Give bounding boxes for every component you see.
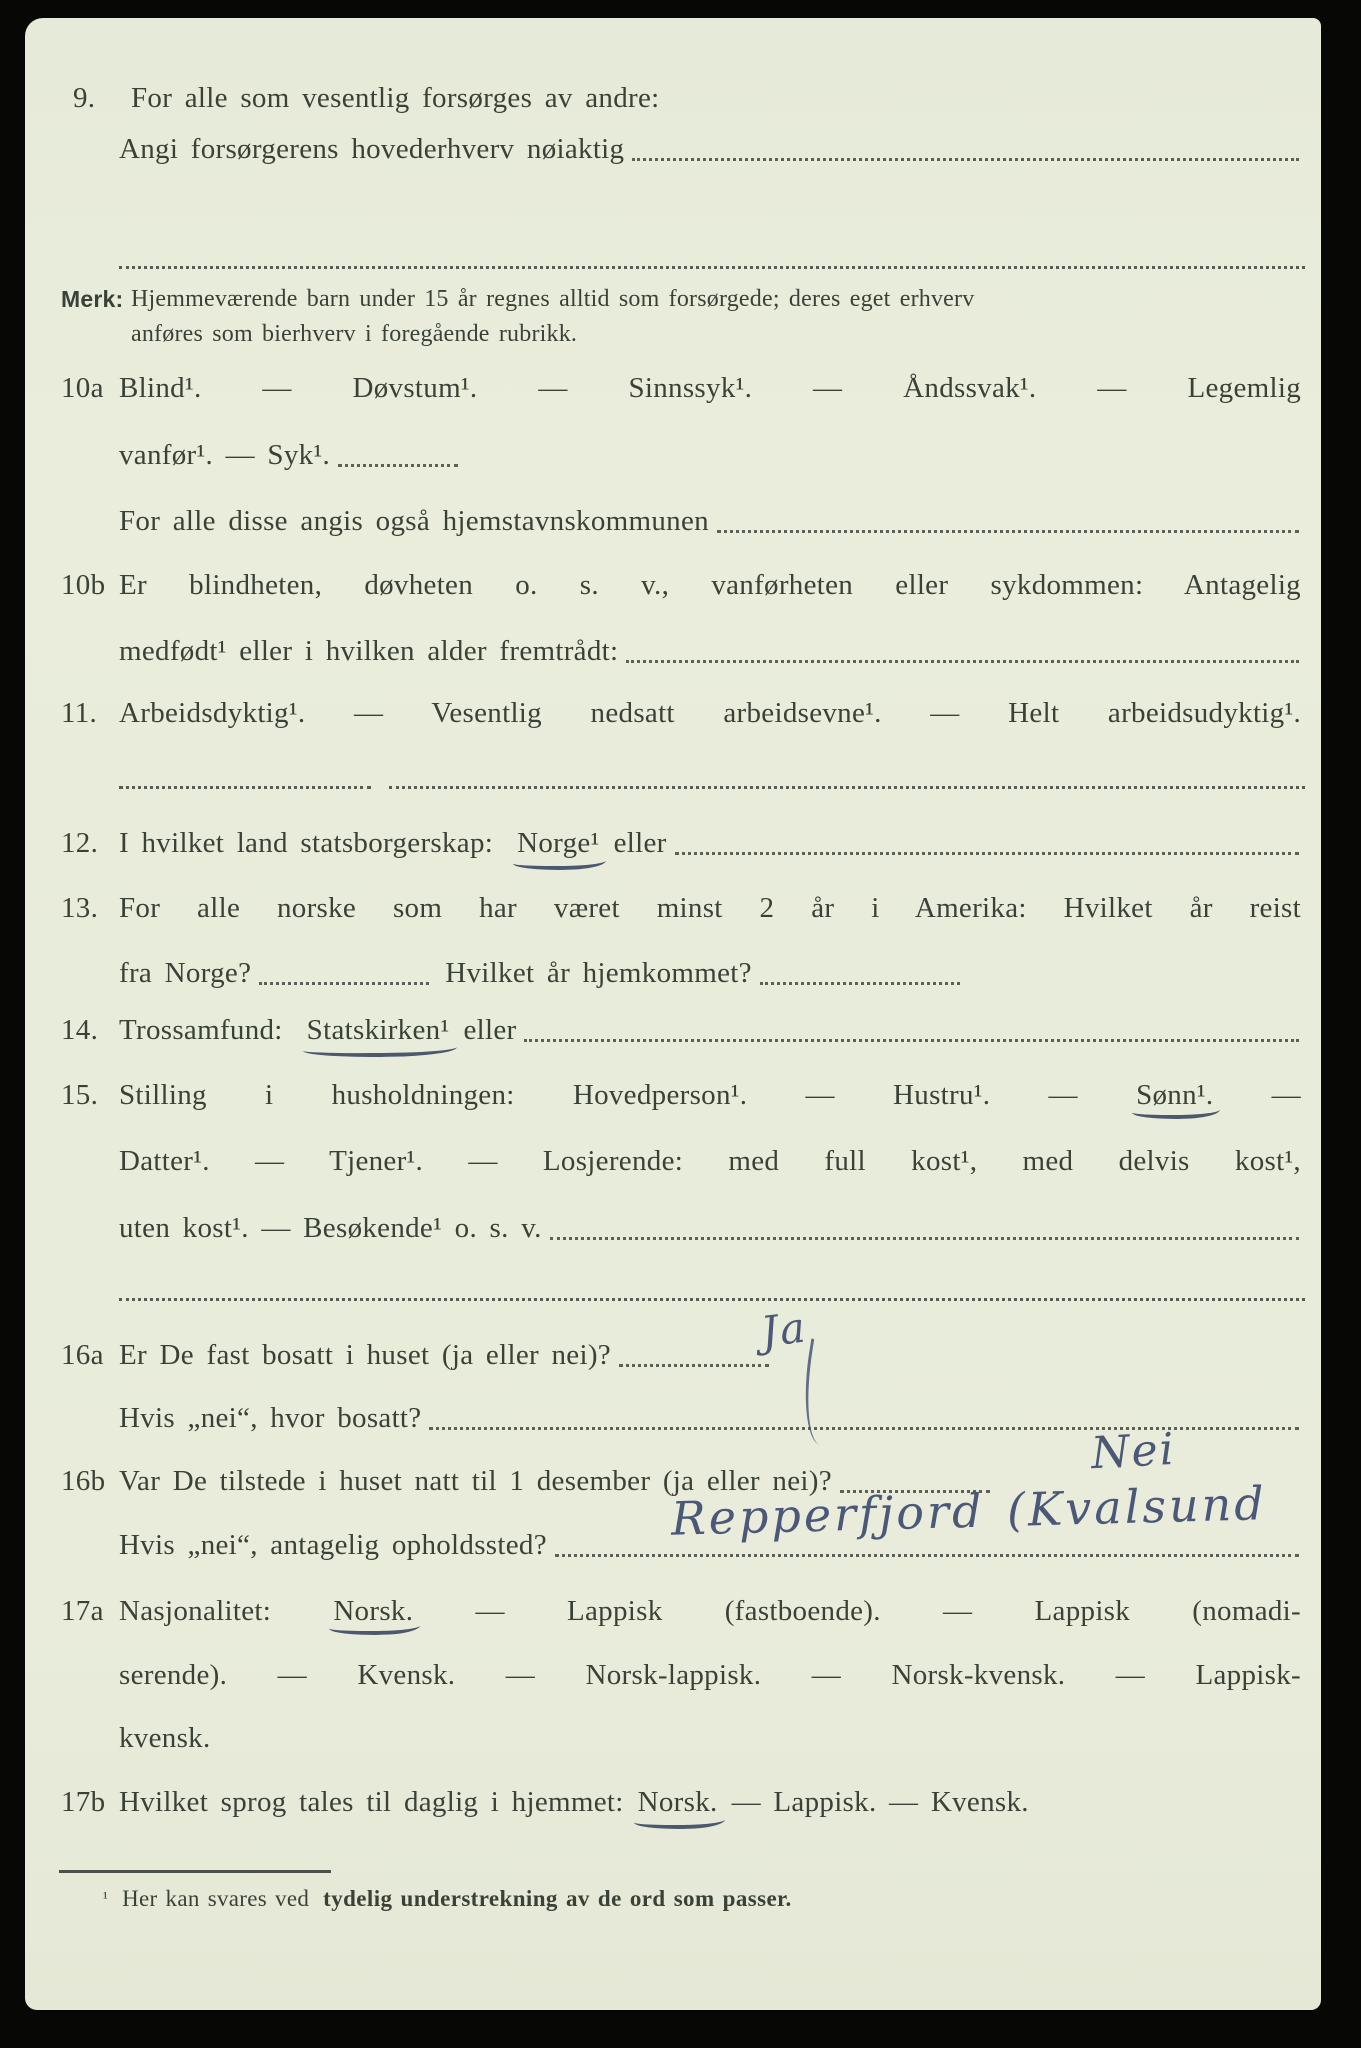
question-15-line3 — [61, 1210, 1301, 1247]
question-text: Hvis „nei“, antagelig opholdssted? — [119, 1529, 547, 1561]
question-17a-line2 — [61, 1657, 1301, 1694]
question-15-line1 — [61, 1077, 1301, 1114]
question-9-line2 — [61, 131, 1301, 168]
question-text: kvensk. — [119, 1722, 211, 1754]
merk-text: anføres som bierhverv i foregående rubrikk. — [131, 321, 578, 347]
question-number: 12. — [61, 827, 99, 859]
dotted-answer-line — [619, 1364, 769, 1367]
question-number: 11. — [61, 697, 98, 729]
question-15-line2 — [61, 1143, 1301, 1180]
question-number: 10a — [61, 372, 104, 404]
footnote-marker: ¹ — [103, 1890, 109, 1907]
dotted-separator — [119, 786, 371, 789]
question-number: 9. — [73, 82, 96, 114]
question-text: I hvilket land statsborgerskap: — [119, 827, 494, 859]
question-number: 17a — [61, 1595, 104, 1627]
question-number: 13. — [61, 892, 99, 924]
question-10b-line1 — [61, 567, 1301, 604]
pen-underlined-answer: Statskirken¹ — [307, 1012, 450, 1049]
question-text: Trossamfund: — [119, 1014, 283, 1046]
question-text: uten kost¹. — Besøkende¹ o. s. v. — [119, 1212, 542, 1244]
question-text — [119, 1593, 1301, 1630]
question-text: Arbeidsdyktig¹. — Vesentlig nedsatt arbeidsevne¹. — Helt arbeidsudyktig¹. — [119, 697, 1301, 729]
question-9-line1 — [61, 80, 1301, 117]
question-12 — [61, 825, 1301, 862]
question-text: Nasjonalitet: — [119, 1595, 272, 1627]
dotted-separator — [389, 786, 1305, 789]
dotted-separator — [119, 266, 1305, 269]
question-14 — [61, 1012, 1301, 1049]
document-page — [25, 18, 1321, 2010]
dotted-answer-line — [760, 982, 960, 985]
question-text: Var De tilstede i huset natt til 1 desember (ja eller nei)? — [119, 1465, 832, 1497]
question-text: eller — [463, 1014, 517, 1046]
dotted-answer-line — [717, 530, 1299, 533]
handwritten-answer-nei: Nei — [1089, 1423, 1177, 1480]
question-number: 16b — [61, 1465, 106, 1497]
pen-underlined-answer: Norsk. — [333, 1595, 414, 1627]
question-16a-line1 — [61, 1302, 1301, 1374]
question-number: 16a — [61, 1339, 104, 1371]
merk-note-line1 — [61, 284, 1301, 315]
question-text: Er blindheten, døvheten o. s. v., vanførheten eller sykdommen: Antagelig — [119, 569, 1301, 601]
dotted-answer-line — [555, 1554, 1299, 1557]
dotted-answer-line — [626, 660, 1299, 663]
question-17b — [61, 1784, 1301, 1821]
merk-note-line2 — [61, 319, 1301, 350]
question-number: 14. — [61, 1014, 99, 1046]
question-17a-line1 — [61, 1593, 1301, 1630]
question-17a-line3 — [61, 1720, 1301, 1757]
question-text: Hvis „nei“, hvor bosatt? — [119, 1402, 422, 1434]
dotted-answer-line — [338, 464, 458, 467]
question-text: Er De fast bosatt i huset (ja eller nei)? — [119, 1339, 611, 1371]
question-number: 10b — [61, 569, 106, 601]
handwritten-answer-ja: Ja — [758, 1302, 810, 1357]
merk-text: Hjemmeværende barn under 15 år regnes alltid som forsørgede; deres eget erhverv — [131, 286, 975, 312]
question-text: — Lappisk. — Kvensk. — [731, 1786, 1029, 1818]
footnote-bold-text: tydelig understrekning av de ord som passer. — [323, 1886, 792, 1911]
dotted-answer-line — [675, 852, 1299, 855]
question-10b-line2 — [61, 633, 1301, 670]
pen-underlined-answer: Norge¹ — [517, 825, 599, 862]
dotted-answer-line — [259, 982, 429, 985]
dotted-answer-line — [632, 158, 1299, 161]
pen-underlined-answer: Sønn¹. — [1136, 1079, 1214, 1111]
question-text: For alle norske som har været minst 2 år i Amerika: Hvilket år reist — [119, 892, 1301, 924]
handwritten-answer-location: Repperfjord (Kvalsund — [670, 1476, 1268, 1546]
dotted-answer-line — [550, 1237, 1299, 1240]
footnote-text: Her kan svares ved — [122, 1886, 310, 1911]
dotted-answer-line — [524, 1039, 1299, 1042]
question-10a-line3 — [61, 503, 1301, 540]
question-text: Angi forsørgerens hovederhverv nøiaktig — [119, 133, 625, 165]
question-text: serende). — Kvensk. — Norsk-lappisk. — Norsk-kvensk. — Lappisk- — [119, 1659, 1301, 1691]
question-10a-line1 — [61, 370, 1301, 407]
question-text: Blind¹. — Døvstum¹. — Sinnssyk¹. — Åndssvak¹. — Legemlig — [119, 372, 1301, 404]
question-text: Hvilket år hjemkommet? — [445, 957, 752, 989]
question-text: For alle disse angis også hjemstavnskommunen — [119, 505, 709, 537]
question-text: — — [1271, 1079, 1301, 1111]
question-text: vanfør¹. — Syk¹. — [119, 439, 331, 471]
footnote — [103, 1884, 1321, 1914]
question-13-line2 — [61, 955, 1301, 992]
question-13-line1 — [61, 890, 1301, 927]
merk-label: Merk: — [61, 286, 124, 312]
question-text — [119, 1077, 1301, 1114]
question-text: Stilling i husholdningen: Hovedperson¹. — Hustru¹. — — [119, 1079, 1078, 1111]
question-number: 17b — [61, 1786, 106, 1818]
question-11 — [61, 695, 1301, 732]
footnote-rule — [59, 1870, 331, 1873]
question-10a-line2 — [61, 437, 1301, 474]
question-number: 15. — [61, 1079, 99, 1111]
question-text: For alle som vesentlig forsørges av andre: — [131, 82, 660, 114]
question-text: medfødt¹ eller i hvilken alder fremtrådt: — [119, 635, 619, 667]
dotted-separator — [119, 1298, 1305, 1301]
question-text: Datter¹. — Tjener¹. — Losjerende: med full kost¹, med delvis kost¹, — [119, 1145, 1301, 1177]
question-text: fra Norge? — [119, 957, 252, 989]
question-text: Hvilket sprog tales til daglig i hjemmet: — [119, 1786, 624, 1818]
pen-underlined-answer: Norsk. — [638, 1784, 718, 1821]
question-text: eller — [613, 827, 667, 859]
question-text: — Lappisk (fastboende). — Lappisk (nomadi- — [475, 1595, 1301, 1627]
